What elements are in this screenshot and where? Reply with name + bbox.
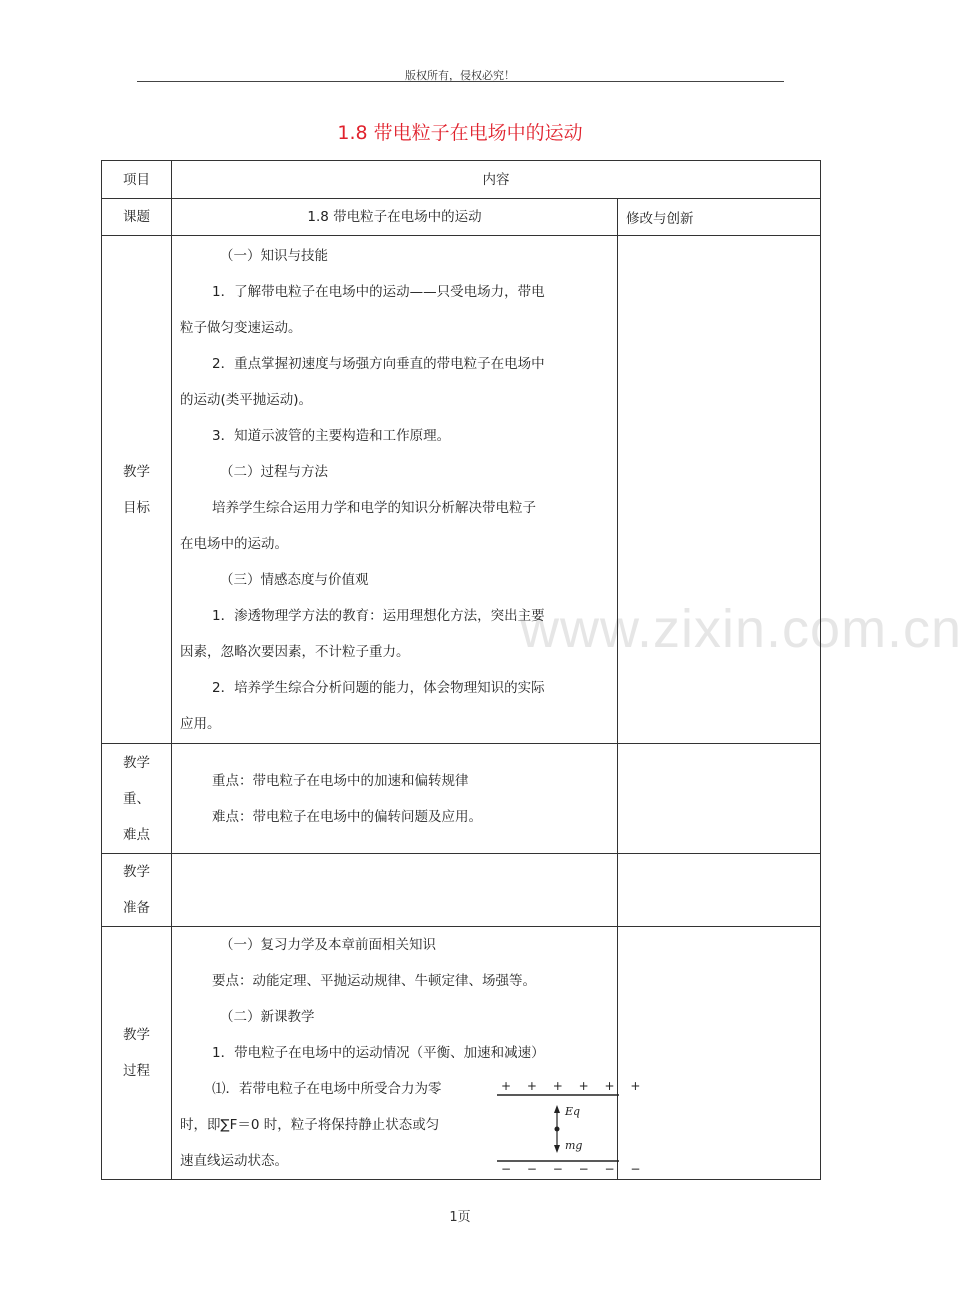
process-label <box>102 927 172 1180</box>
particle <box>555 1127 560 1132</box>
header-cell-content: 内容 <box>172 161 821 199</box>
eq-arrow <box>554 1105 560 1113</box>
objectives-line: 应用。 <box>180 716 221 732</box>
preparation-label-line: 教学 <box>123 864 150 880</box>
topic-row <box>102 199 821 236</box>
process-line: 要点：动能定理、平抛运动规律、牛顿定律、场强等。 <box>212 973 536 989</box>
header-rule <box>137 81 784 82</box>
process-row <box>102 927 821 1180</box>
objectives-line: （一）知识与技能 <box>220 248 328 264</box>
objectives-line: 2．培养学生综合分析问题的能力，体会物理知识的实际 <box>212 680 545 696</box>
topic-label: 课题 <box>102 199 172 236</box>
topic-content: 1.8 带电粒子在电场中的运动 <box>172 199 618 236</box>
process-line: （一）复习力学及本章前面相关知识 <box>220 937 436 953</box>
mg-arrow <box>554 1145 560 1153</box>
process-line: 时，即∑F＝0 时，粒子将保持静止状态或匀 <box>180 1117 440 1133</box>
process-line: （二）新课教学 <box>220 1009 315 1025</box>
key-points-revision-cell <box>618 744 821 854</box>
lesson-plan-table <box>101 160 821 1180</box>
key-point-line: 难点：带电粒子在电场中的偏转问题及应用。 <box>212 808 482 825</box>
key-points-label-line: 教学 <box>123 754 150 771</box>
page-number: 1页 <box>449 1210 471 1225</box>
process-line: 速直线运动状态。 <box>180 1153 288 1169</box>
key-points-content <box>172 744 618 854</box>
process-revision-cell <box>618 927 821 1180</box>
key-points-row <box>102 744 821 854</box>
objectives-row <box>102 236 821 744</box>
document-title: 1.8 带电粒子在电场中的运动 <box>337 122 583 144</box>
preparation-revision-cell <box>618 854 821 927</box>
preparation-row <box>102 854 821 927</box>
objectives-line: （三）情感态度与价值观 <box>220 572 369 588</box>
objectives-line: 在电场中的运动。 <box>180 536 288 552</box>
objectives-label-line: 教学 <box>123 463 150 480</box>
process-line: 1．带电粒子在电场中的运动情况（平衡、加速和减速） <box>212 1045 545 1061</box>
preparation-label-line: 准备 <box>123 900 150 916</box>
objectives-line: 因素，忽略次要因素，不计粒子重力。 <box>180 644 410 660</box>
preparation-label <box>102 854 172 927</box>
objectives-revision-cell <box>618 236 821 744</box>
header-cell-item: 项目 <box>102 161 172 199</box>
objectives-line: 2．重点掌握初速度与场强方向垂直的带电粒子在电场中 <box>212 356 545 372</box>
objectives-line: 1．了解带电粒子在电场中的运动——只受电场力，带电 <box>212 284 545 300</box>
revision-label: 修改与创新 <box>618 199 821 236</box>
charged-particle-figure <box>497 1079 647 1177</box>
watermark: www.zixin.com.cn <box>520 599 962 659</box>
objectives-line: 1．渗透物理学方法的教育：运用理想化方法，突出主要 <box>212 608 545 624</box>
process-label-line: 过程 <box>123 1063 150 1079</box>
key-points-label <box>102 744 172 854</box>
objectives-label-line: 目标 <box>123 499 150 516</box>
negative-plate-signs: − − − − − − <box>501 1162 647 1176</box>
process-label-line: 教学 <box>123 1027 150 1043</box>
objectives-line: 培养学生综合运用力学和电学的知识分析解决带电粒子 <box>212 500 536 516</box>
objectives-line: 粒子做匀变速运动。 <box>180 320 302 336</box>
objectives-line: 3．知道示波管的主要构造和工作原理。 <box>212 428 451 444</box>
key-points-label-line: 重、 <box>123 790 150 807</box>
preparation-content <box>172 854 618 927</box>
page-header: 版权所有，侵权必究！ <box>405 69 515 82</box>
objectives-label <box>102 236 172 744</box>
process-line: ⑴．若带电粒子在电场中所受合力为零 <box>212 1081 442 1097</box>
key-point-line: 重点：带电粒子在电场中的加速和偏转规律 <box>212 772 469 789</box>
eq-label: Eq <box>565 1105 581 1118</box>
objectives-content <box>172 236 618 744</box>
positive-plate-signs: + + + + + + <box>501 1079 647 1093</box>
objectives-line: 的运动(类平抛运动)。 <box>180 392 313 408</box>
table-header-row <box>102 161 821 199</box>
objectives-line: （二）过程与方法 <box>220 464 328 480</box>
mg-label: mg <box>565 1139 583 1152</box>
key-points-label-line: 难点 <box>123 826 150 843</box>
